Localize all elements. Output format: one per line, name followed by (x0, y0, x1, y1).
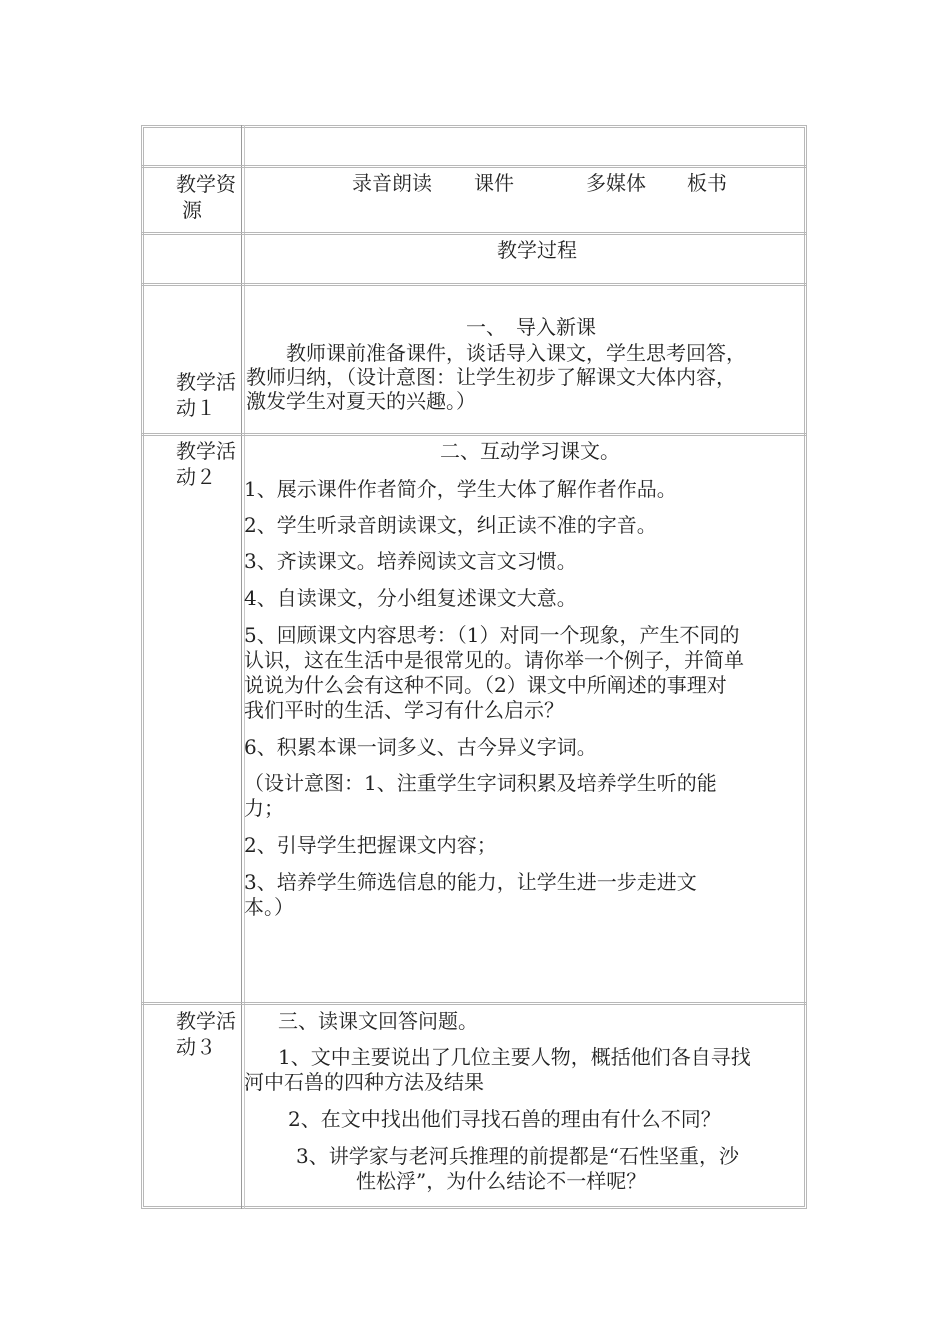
row-divider (141, 232, 807, 235)
activity2-design: 2、引导学生把握课文内容； (244, 833, 497, 857)
activity2-item: 2、学生听录音朗读课文，纠正读不准的字音。 (244, 513, 657, 537)
row-divider (141, 283, 807, 286)
activity2-item: 认识，这在生活中是很常见的。请你举一个例子，并简单 (244, 648, 744, 672)
activity1-text: 教师课前准备课件，谈话导入课文，学生思考回答， (246, 341, 746, 365)
resource-item: 多媒体 (586, 171, 646, 195)
resource-item: 课件 (474, 171, 514, 195)
activity1-heading: 一、 导入新课 (466, 315, 596, 339)
activity3-question: 1、文中主要说出了几位主要人物，概括他们各自寻找 (278, 1045, 751, 1069)
resource-item: 板书 (687, 171, 727, 195)
activity2-design: 本。） (244, 895, 294, 919)
resources-label: 教学资 源 (176, 172, 236, 222)
activity2-design: （设计意图：1、注重学生字词积累及培养学生听的能 (244, 771, 717, 795)
activity1-text: 教师归纳，（设计意图：让学生初步了解课文大体内容， (246, 365, 736, 389)
activity1-label: 教学活 动１ (176, 370, 236, 420)
activity2-item: 我们平时的生活、学习有什么启示？ (244, 698, 564, 722)
activity2-item: 1、展示课件作者简介，学生大体了解作者作品。 (244, 477, 677, 501)
activity2-heading: 二、互动学习课文。 (440, 439, 620, 463)
activity1-text: 激发学生对夏天的兴趣。） (246, 389, 476, 413)
activity2-item: 6、积累本课一词多义、古今异义字词。 (244, 735, 597, 759)
activity3-question: 2、在文中找出他们寻找石兽的理由有什么不同？ (288, 1107, 721, 1131)
activity2-design: 力； (244, 796, 284, 820)
process-title: 教学过程 (497, 238, 577, 262)
activity2-item: 4、自读课文，分小组复述课文大意。 (244, 586, 577, 610)
activity2-item: 5、回顾课文内容思考：（1）对同一个现象，产生不同的 (244, 623, 740, 647)
activity2-design: 3、培养学生筛选信息的能力，让学生进一步走进文 (244, 870, 697, 894)
activity3-heading: 三、读课文回答问题。 (278, 1009, 478, 1033)
activity3-question: 性松浮”，为什么结论不一样呢？ (356, 1169, 647, 1193)
row-divider (141, 433, 807, 436)
activity3-label: 教学活 动３ (176, 1009, 236, 1059)
activity3-question: 3、讲学家与老河兵推理的前提都是“石性坚重，沙 (296, 1144, 739, 1168)
activity2-item: 说说为什么会有这种不同。（2）课文中所阐述的事理对 (244, 673, 727, 697)
activity2-label: 教学活 动２ (176, 439, 236, 489)
resource-item: 录音朗读 (352, 171, 432, 195)
activity3-question: 河中石兽的四种方法及结果 (244, 1070, 484, 1094)
row-divider (141, 1002, 807, 1005)
row-divider (141, 165, 807, 168)
activity2-item: 3、齐读课文。培养阅读文言文习惯。 (244, 549, 577, 573)
